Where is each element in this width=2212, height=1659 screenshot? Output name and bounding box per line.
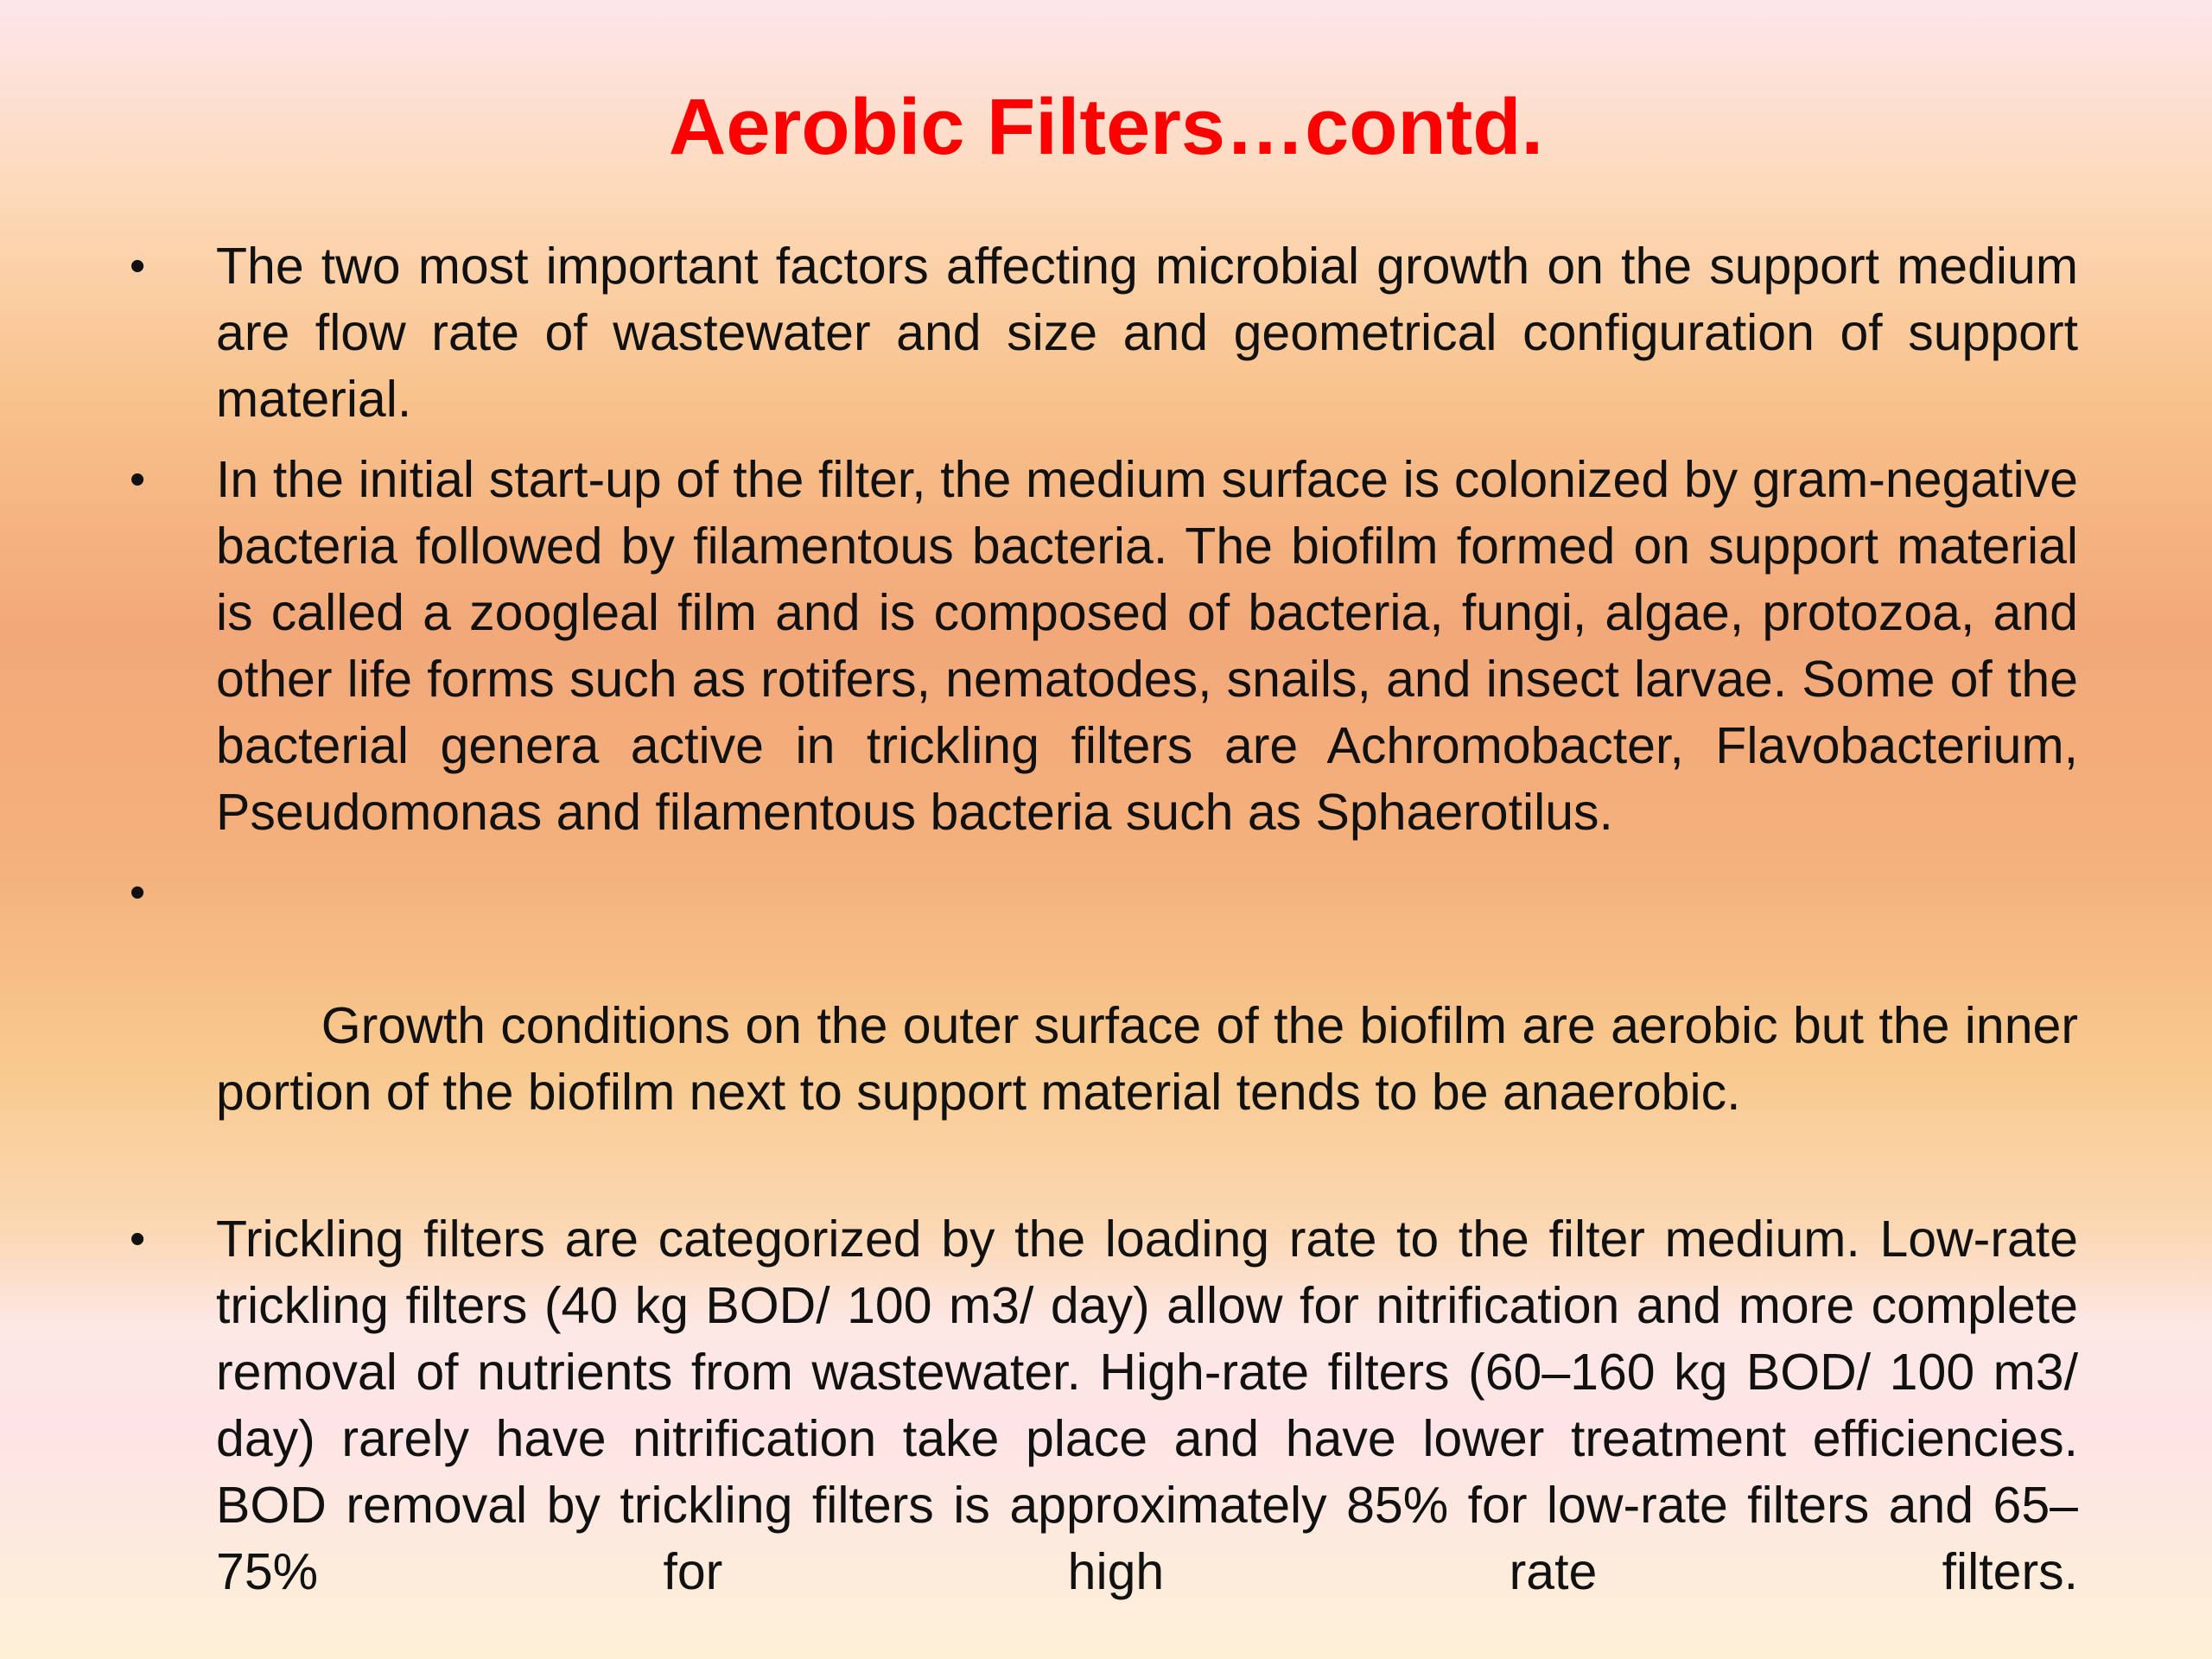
bullet-text: Trickling filters are categorized by the loading rate to the filter medium. Low-rate trickling filters (40 kg BOD/ 100 m3/ day) allow for nitrification and more complete removal of nutrients from wastewater. High-rate filters (60–160 kg BOD/ 100 m3/ day) rarely have nitrification take place and have lower treatment efficiencies. BOD removal by trickling filters is approximately 85% for low-rate filters and 65–75% for high rate filters. [216,1211,2078,1600]
bullet-item [130,860,2093,1192]
bullet-text: The two most important factors affecting microbial growth on the support medium are flow rate of wastewater and size and geometrical configuration of support material. [216,238,2078,428]
bullet-text: In the initial start-up of the filter, the medium surface is colonized by gram-negative bacteria followed by filamentous bacteria. The biofilm formed on support material is called a zoogleal film and is composed of bacteria, fungi, algae, protozoa, and other life forms such as rotifers, nematodes, snails, and insect larvae. Some of the bacterial genera active in trickling filters are Achromobacter, Flavobacterium, Pseudomonas and filamentous bacteria such as Sphaerotilus. [216,451,2078,841]
bullet-list [130,233,2093,1619]
bullet-text: Growth conditions on the outer surface of the biofilm are aerobic but the inner portion of the biofilm next to support material tends to be anaerobic. [216,997,2093,1121]
bullet-icon: • [130,454,146,505]
bullet-icon: • [130,868,146,918]
bullet-icon: • [130,241,146,291]
bullet-icon: • [130,1214,146,1264]
bullet-item [130,233,2078,433]
bullet-item [130,447,2078,846]
bullet-item [130,1206,2078,1605]
slide-title: Aerobic Filters…contd. [668,83,1544,171]
